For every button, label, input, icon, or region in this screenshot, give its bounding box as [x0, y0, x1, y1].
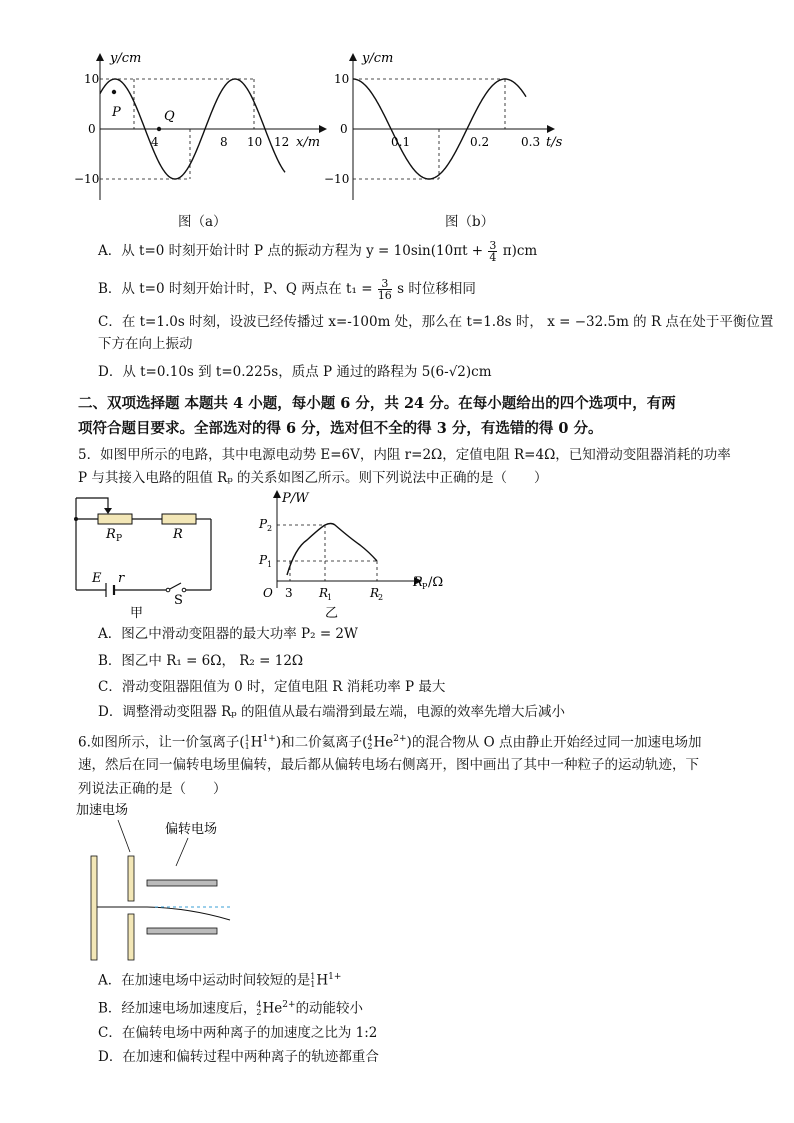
label-accel-field: 加速电场: [76, 803, 129, 818]
svg-text:R: R: [413, 575, 423, 590]
svg-text:P/W: P/W: [282, 491, 309, 506]
x-label-b: t/s: [546, 135, 563, 150]
q4-option-c-line1: C．在 t=1.0s 时刻，设波已经传播过 x=-100m 处，那么在 t=1.8s 时， x = −32.5m 的 R 点在处于平衡位置: [98, 314, 774, 330]
y-label-a: y/cm: [110, 51, 142, 66]
svg-text:0.1: 0.1: [391, 135, 411, 149]
q5-option-b: B．图乙中 R₁ = 6Ω， R₂ = 12Ω: [98, 653, 304, 669]
svg-text:P: P: [259, 553, 268, 567]
svg-text:−10: −10: [324, 172, 350, 186]
svg-text:R: R: [319, 586, 329, 600]
power-graph-caption: 乙: [325, 606, 339, 621]
point-p-marker: [112, 90, 116, 94]
svg-text:S: S: [174, 593, 183, 608]
q4-option-a: A．从 t=0 时刻开始计时 P 点的振动方程为 y = 10sin(10πt + $\frac{3}{4}$ π)cm: [98, 239, 538, 264]
svg-text:1: 1: [267, 560, 273, 569]
svg-text:P: P: [259, 517, 268, 531]
label-deflect-field: 偏转电场: [165, 822, 218, 837]
y-tick-0: 0: [88, 122, 96, 136]
q5-option-c: C．滑动变阻器阻值为 0 时，定值电阻 R 消耗功率 P 最大: [98, 679, 446, 695]
rheostat-rp: [98, 514, 132, 524]
svg-text:/Ω: /Ω: [428, 575, 444, 590]
field-diagram: [70, 800, 270, 970]
q6-option-d: D．在加速和偏转过程中两种离子的轨迹都重合: [98, 1049, 379, 1065]
y-tick-10: 10: [84, 72, 100, 86]
point-q-marker: [157, 127, 161, 131]
svg-text:R: R: [173, 527, 183, 542]
svg-text:2: 2: [267, 524, 273, 533]
svg-text:R: R: [370, 586, 380, 600]
svg-text:r: r: [118, 571, 125, 586]
q5-option-d: D．调整滑动变阻器 Rₚ 的阻值从最右端滑到最左端，电源的效率先增大后减小: [98, 704, 565, 720]
q4-option-b: B．从 t=0 时刻开始计时，P、Q 两点在 t₁ = $\frac{3}{16}$ s 时位移相同: [98, 277, 476, 302]
point-q-label: Q: [164, 109, 175, 124]
deflect-plate-bottom: [147, 928, 217, 934]
power-curve: [287, 524, 377, 576]
x-tick-10: 10: [247, 135, 263, 149]
svg-text:2: 2: [378, 593, 384, 602]
accel-plate-left: [91, 856, 97, 960]
svg-text:E: E: [92, 571, 102, 586]
circuit-caption: 甲: [130, 606, 144, 621]
svg-text:0.3: 0.3: [521, 135, 541, 149]
wave-graph-a: [74, 50, 340, 210]
svg-text:P: P: [422, 582, 428, 591]
accel-plate-right-top: [128, 856, 134, 901]
y-label-b: y/cm: [362, 51, 394, 66]
q6-option-b: B．经加速电场加速度后， 4 2 $He^{2+}$的动能较小: [98, 1000, 364, 1017]
svg-text:P: P: [116, 534, 123, 544]
particle-trajectory: [97, 907, 230, 920]
svg-text:R: R: [106, 527, 116, 542]
deflect-plate-top: [147, 880, 217, 886]
x-label-a: x/m: [296, 135, 321, 150]
svg-text:10: 10: [334, 72, 350, 86]
x-tick-4: 4: [151, 135, 159, 149]
caption-a: 图（a）: [178, 214, 227, 230]
x-tick-8: 8: [220, 135, 228, 149]
section2-line2: 项符合题目要求。全部选对的得 6 分，选对但不全的得 3 分，有选错的得 0 分。: [78, 420, 603, 437]
svg-text:3: 3: [285, 586, 293, 600]
q5-stem-line1: 5．如图甲所示的电路，其中电源电动势 E=6V，内阻 r=2Ω，定值电阻 R=4Ω，已知滑动变阻器消耗的功率: [78, 447, 731, 463]
circuit-diagram: [70, 490, 230, 620]
svg-text:1: 1: [327, 593, 333, 602]
point-p-label: P: [112, 105, 121, 120]
resistor-r: [162, 514, 196, 524]
section2-line1: 二、双项选择题 本题共 4 小题，每小题 6 分，共 24 分。在每小题给出的四个选项中，有两: [78, 395, 676, 412]
q6-stem-line1: 6.如图所示，让一价氢离子( 1 1 $H^{1+}$)和二价氦离子( 4 2 $He^{2+}$)的混合物从 O 点由静止开始经过同一加速电场加: [78, 734, 702, 751]
q5-stem-line2: P 与其接入电路的阻值 Rₚ 的关系如图乙所示。则下列说法中正确的是（ ）: [78, 470, 548, 486]
wave-graph-b: [324, 50, 578, 210]
q6-stem-line3: 列说法正确的是（ ）: [78, 781, 227, 797]
q4-option-c-line2: 下方在向上振动: [98, 336, 193, 352]
svg-text:0: 0: [340, 122, 348, 136]
y-tick-neg10: −10: [74, 172, 100, 186]
q6-stem-line2: 速，然后在同一偏转电场里偏转，最后都从偏转电场右侧离开，图中画出了其中一种粒子的运动轨迹，下: [78, 757, 699, 773]
accel-plate-right-bottom: [128, 914, 134, 960]
power-graph: [255, 488, 455, 628]
q5-option-a: A．图乙中滑动变阻器的最大功率 P₂ = 2W: [98, 626, 358, 642]
q6-option-c: C．在偏转电场中两种离子的加速度之比为 1:2: [98, 1025, 378, 1041]
q4-option-d: D．从 t=0.10s 到 t=0.225s，质点 P 通过的路程为 5(6-√2)cm: [98, 364, 492, 380]
svg-text:O: O: [263, 586, 273, 600]
q6-option-a: A．在加速电场中运动时间较短的是 1 1 $H^{1+}$: [98, 972, 342, 989]
x-tick-12: 12: [274, 135, 290, 149]
caption-b: 图（b）: [445, 214, 495, 230]
svg-text:0.2: 0.2: [470, 135, 490, 149]
